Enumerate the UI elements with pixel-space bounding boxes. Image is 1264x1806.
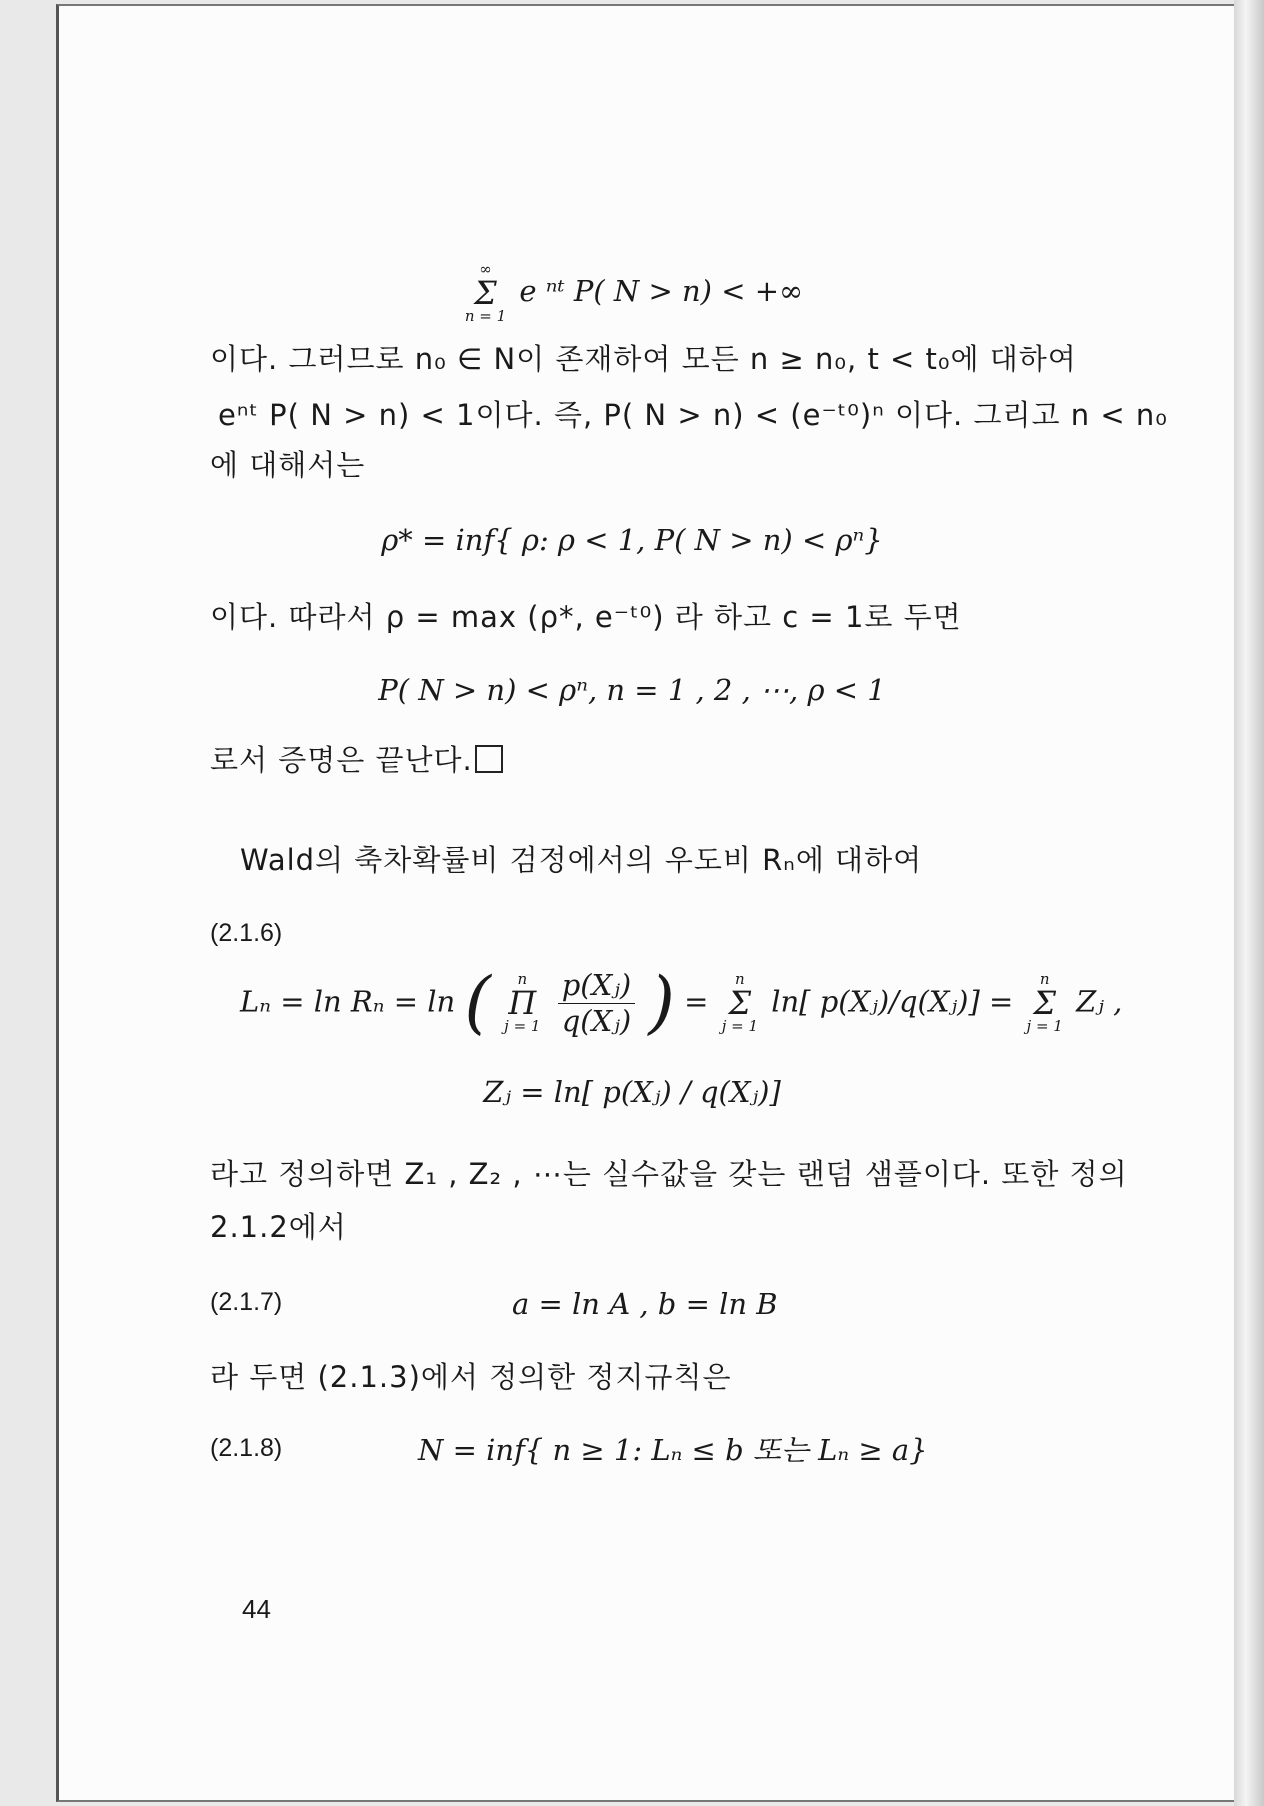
sum2-lower: j = 1 bbox=[1026, 1017, 1063, 1036]
qed-box-icon bbox=[475, 745, 503, 773]
sum-operator-2 bbox=[1027, 972, 1063, 1034]
sum2-symbol: Σ bbox=[1033, 984, 1057, 1023]
log-ratio-expr: ln[ p(Xⱼ)/q(Xⱼ)] = bbox=[771, 984, 1014, 1019]
equation-sum-top bbox=[0, 262, 1264, 324]
paragraph-5-line-2: 2.1.2에서 bbox=[210, 1210, 347, 1244]
sum-operator bbox=[465, 262, 506, 324]
sum-symbol: Σ bbox=[474, 274, 497, 312]
product-operator bbox=[504, 972, 540, 1034]
likelihood-fraction bbox=[558, 968, 636, 1039]
fraction-numerator: p(Xⱼ) bbox=[558, 968, 636, 1004]
equation-number-2-1-6: (2.1.6) bbox=[210, 919, 283, 947]
page-number: 44 bbox=[242, 1594, 271, 1624]
product-upper: n bbox=[517, 970, 528, 989]
equation-ln-rn bbox=[240, 963, 1123, 1043]
left-paren: ( bbox=[464, 963, 491, 1043]
equation-a-b: a = ln A , b = ln B bbox=[512, 1287, 778, 1321]
paragraph-3 bbox=[210, 743, 503, 778]
sum1-lower: j = 1 bbox=[721, 1017, 759, 1036]
sum-upper-limit: ∞ bbox=[479, 260, 492, 278]
equation-stopping-rule: N = inf{ n ≥ 1: Lₙ ≤ b 또는 Lₙ ≥ a} bbox=[418, 1433, 928, 1467]
paragraph-1-line-1: 이다. 그러므로 n₀ ∈ N이 존재하여 모든 n ≥ n₀, t < t₀에 대하여 bbox=[210, 342, 1077, 376]
z-sum-rhs: Zⱼ , bbox=[1076, 984, 1123, 1019]
product-symbol: Π bbox=[508, 984, 537, 1023]
proof-end-text: 로서 증명은 끝난다. bbox=[210, 743, 473, 777]
paragraph-6: 라 두면 (2.1.3)에서 정의한 정지규칙은 bbox=[210, 1360, 732, 1394]
equation-number-2-1-7: (2.1.7) bbox=[210, 1288, 283, 1316]
equation-number-2-1-8: (2.1.8) bbox=[210, 1434, 283, 1462]
sum2-upper: n bbox=[1039, 970, 1050, 989]
fraction-denominator: q(Xⱼ) bbox=[561, 1003, 632, 1038]
equation-zj: Zⱼ = ln[ p(Xⱼ) / q(Xⱼ)] bbox=[483, 1075, 781, 1109]
sum1-upper: n bbox=[735, 970, 745, 989]
paragraph-1-line-3: 에 대해서는 bbox=[210, 448, 366, 482]
product-lower: j = 1 bbox=[504, 1017, 541, 1036]
paragraph-1-line-2: eⁿᵗ P( N > n) < 1이다. 즉, P( N > n) < (e⁻ᵗ⁰)ⁿ 이다. 그리고 n < n₀ bbox=[218, 398, 1168, 432]
equals-sign: = bbox=[684, 984, 709, 1019]
paragraph-4: Wald의 축차확률비 검정에서의 우도비 Rₙ에 대하여 bbox=[240, 843, 923, 877]
sum1-symbol: Σ bbox=[728, 984, 752, 1023]
ln-lhs: Lₙ = ln Rₙ = ln bbox=[240, 984, 456, 1019]
equation-bound: P( N > n) < ρⁿ, n = 1 , 2 , ⋯, ρ < 1 bbox=[378, 673, 886, 707]
sum-lower-limit: n = 1 bbox=[464, 307, 507, 325]
sum-operator-1 bbox=[722, 972, 758, 1034]
sum-expression: e ⁿᵗ P( N > n) < +∞ bbox=[519, 274, 804, 308]
paragraph-5-line-1: 라고 정의하면 Z₁ , Z₂ , ⋯는 실수값을 갖는 랜덤 샘플이다. 또한 정의 bbox=[210, 1157, 1128, 1191]
equation-rho-star: ρ* = inf{ ρ: ρ < 1, P( N > n) < ρⁿ} bbox=[381, 523, 883, 557]
right-paren: ) bbox=[648, 963, 675, 1043]
paragraph-2: 이다. 따라서 ρ = max (ρ*, e⁻ᵗ⁰) 라 하고 c = 1로 두면 bbox=[210, 600, 962, 634]
